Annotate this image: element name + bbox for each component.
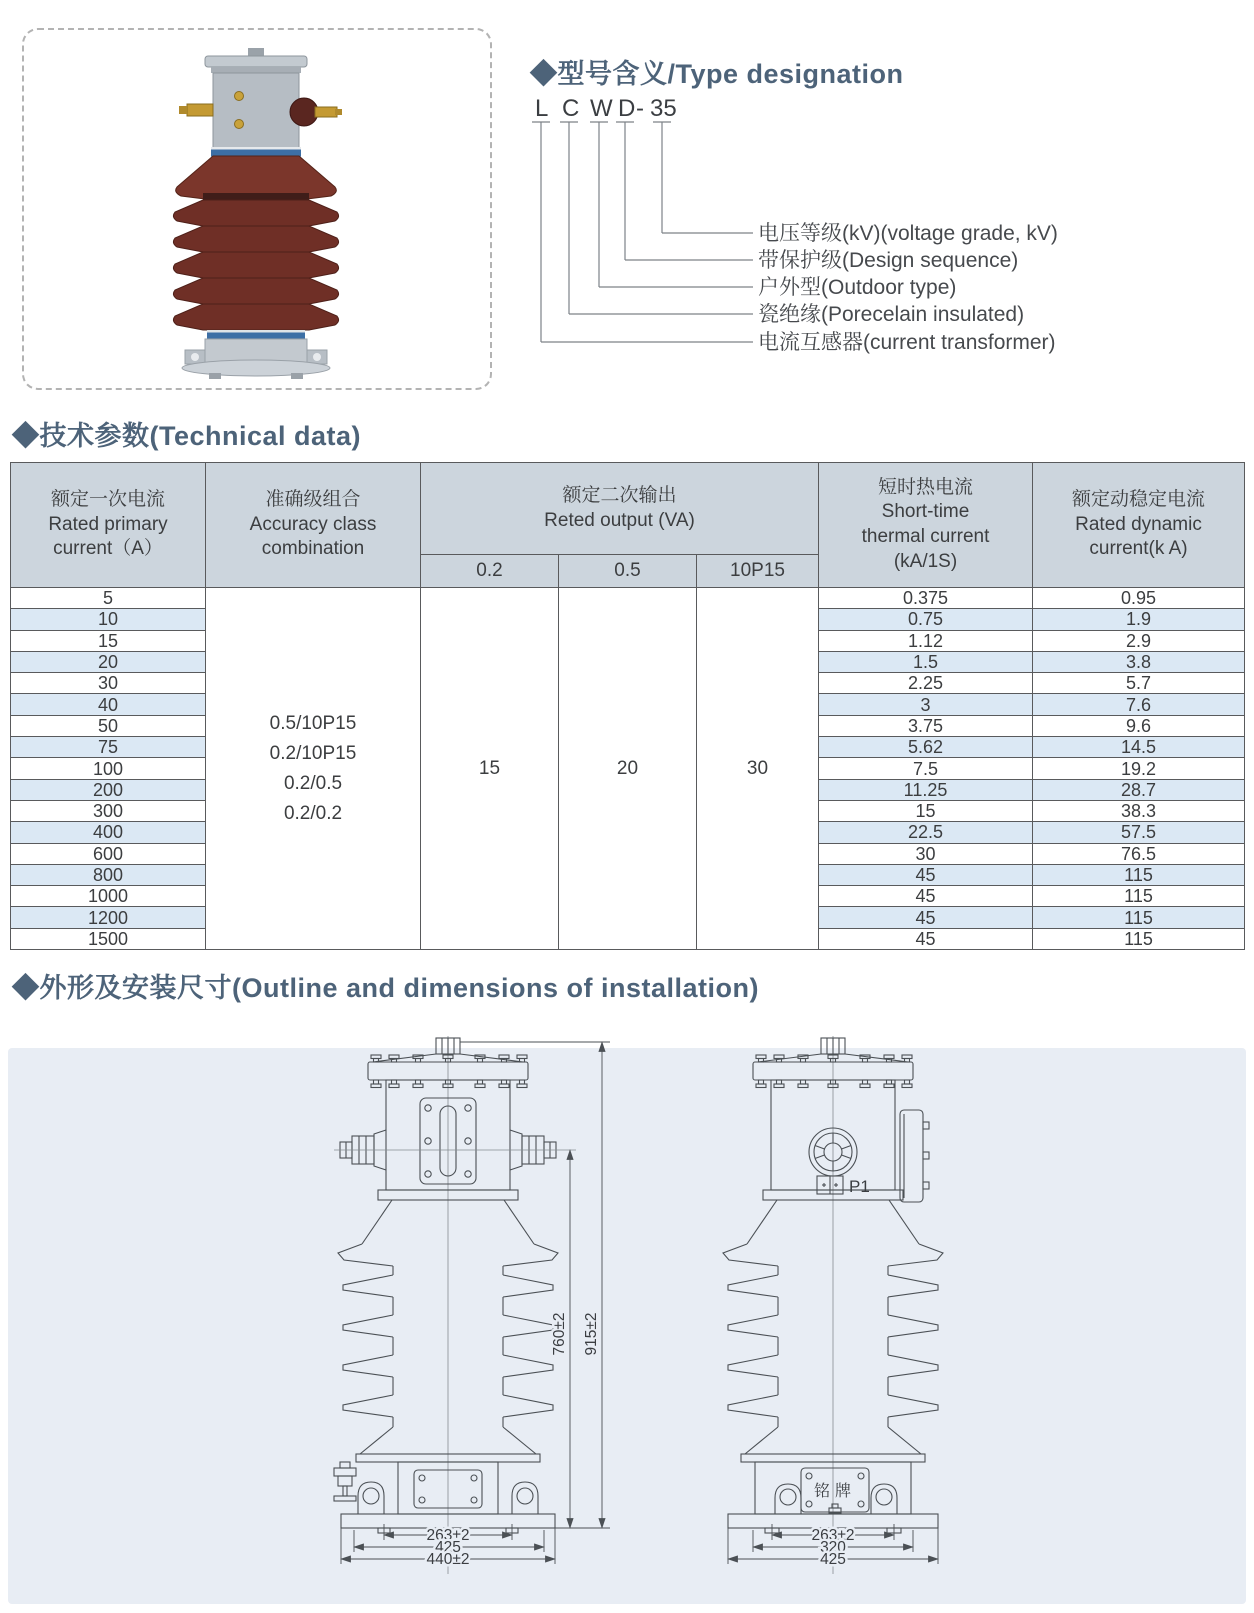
primary-current-cell: 50 (11, 715, 206, 736)
technical-table-body (11, 588, 1245, 950)
primary-current-cell: 1000 (11, 886, 206, 907)
thermal-current-cell: 7.5 (819, 758, 1033, 779)
dynamic-current-cell: 0.95 (1033, 588, 1245, 609)
primary-current-cell: 100 (11, 758, 206, 779)
thermal-current-cell: 45 (819, 864, 1033, 885)
primary-current-cell: 600 (11, 843, 206, 864)
dynamic-current-cell: 115 (1033, 907, 1245, 928)
thermal-current-cell: 45 (819, 907, 1033, 928)
p1-junction-box (817, 1176, 843, 1194)
dynamic-current-cell: 3.8 (1033, 651, 1245, 672)
thermal-current-cell: 2.25 (819, 673, 1033, 694)
dynamic-current-cell: 28.7 (1033, 779, 1245, 800)
primary-current-cell: 400 (11, 822, 206, 843)
rated-output-cell: 15 (421, 588, 559, 950)
thermal-current-cell: 5.62 (819, 737, 1033, 758)
thermal-current-cell: 3.75 (819, 715, 1033, 736)
dynamic-current-cell: 38.3 (1033, 800, 1245, 821)
accuracy-combination-cell: 0.5/10P15 0.2/10P15 0.2/0.5 0.2/0.2 (206, 588, 421, 950)
thermal-current-cell: 0.75 (819, 609, 1033, 630)
designation-label-transformer: 电流互感器(current transformer) (758, 331, 1056, 354)
designation-label-outdoor: 户外型(Outdoor type) (758, 276, 957, 299)
primary-current-cell: 10 (11, 609, 206, 630)
nameplate-label: 铭牌 (813, 1483, 857, 1500)
primary-current-cell: 200 (11, 779, 206, 800)
dim-263-side: 263±2 (811, 1527, 855, 1544)
header-primary-current: 额定一次电流 Rated primary current（A） (11, 463, 206, 588)
thermal-current-cell: 45 (819, 928, 1033, 949)
primary-current-cell: 20 (11, 651, 206, 672)
dynamic-current-cell: 57.5 (1033, 822, 1245, 843)
code-letter-L: L (535, 95, 549, 122)
primary-current-cell: 300 (11, 800, 206, 821)
code-dash: - (636, 95, 644, 122)
mounting-lug-right (512, 1482, 538, 1514)
rated-output-cell: 20 (559, 588, 697, 950)
primary-current-cell: 30 (11, 673, 206, 694)
mounting-lug-left (358, 1482, 384, 1514)
dynamic-current-cell: 7.6 (1033, 694, 1245, 715)
designation-label-sequence: 带保护级(Design sequence) (758, 249, 1019, 272)
thermal-current-cell: 45 (819, 886, 1033, 907)
secondary-terminal-plate (900, 1110, 929, 1202)
front-view-body (334, 1036, 576, 1574)
photo-sheds (173, 200, 338, 330)
primary-current-cell: 800 (11, 864, 206, 885)
product-photo-box (22, 28, 492, 390)
thermal-current-cell: 30 (819, 843, 1033, 864)
type-designation-diagram (525, 88, 1245, 368)
front-view-drawing (318, 1034, 648, 1594)
photo-left-terminal (187, 104, 213, 116)
dynamic-current-cell: 19.2 (1033, 758, 1245, 779)
primary-current-cell: 15 (11, 630, 206, 651)
designation-lines (532, 122, 753, 342)
photo-blue-band (211, 150, 301, 157)
header-accuracy-class: 准确级组合 Accuracy class combination (206, 463, 421, 588)
code-number-35: 35 (650, 95, 677, 122)
photo-right-terminal (290, 98, 318, 126)
thermal-current-cell: 1.12 (819, 630, 1033, 651)
primary-current-cell: 40 (11, 694, 206, 715)
thermal-current-cell: 3 (819, 694, 1033, 715)
code-letter-W: W (590, 95, 613, 122)
dynamic-current-cell: 14.5 (1033, 737, 1245, 758)
header-dynamic-current: 额定动稳定电流 Rated dynamic current(k A) (1033, 463, 1245, 588)
type-designation-heading: ◆型号含义/Type designation (530, 59, 904, 89)
subheader-0_2: 0.2 (421, 555, 559, 588)
subheader-10P15: 10P15 (697, 555, 819, 588)
dynamic-current-cell: 76.5 (1033, 843, 1245, 864)
header-rated-output: 额定二次输出 Reted output (VA) (421, 463, 819, 555)
primary-current-cell: 1500 (11, 928, 206, 949)
p1-label: P1 (849, 1177, 870, 1196)
technical-data-table (10, 462, 1245, 950)
code-letter-D: D (618, 95, 636, 122)
photo-head-cylinder (213, 73, 299, 149)
dynamic-current-cell: 9.6 (1033, 715, 1245, 736)
dim-320-side: 320 (820, 1539, 846, 1556)
dim-440-front: 440±2 (426, 1551, 470, 1568)
dynamic-current-cell: 2.9 (1033, 630, 1245, 651)
dim-263-front: 263±2 (426, 1527, 470, 1544)
thermal-current-cell: 1.5 (819, 651, 1033, 672)
product-photo (151, 48, 363, 380)
rated-output-cell: 30 (697, 588, 819, 950)
code-letter-C: C (562, 95, 580, 122)
thermal-current-cell: 11.25 (819, 779, 1033, 800)
dynamic-current-cell: 5.7 (1033, 673, 1245, 694)
technical-data-heading: ◆技术参数(Technical data) (12, 421, 362, 451)
side-view-drawing (703, 1034, 1033, 1594)
designation-label-porcelain: 瓷绝缘(Porecelain insulated) (758, 303, 1025, 326)
dim-425-front: 425 (435, 1539, 461, 1556)
outline-heading: ◆外形及安装尺寸(Outline and dimensions of installation) (12, 973, 760, 1003)
dim-915-height: 915±2 (583, 1312, 600, 1356)
dim-425-side: 425 (820, 1551, 846, 1568)
drain-valve (334, 1462, 356, 1501)
subheader-0_5: 0.5 (559, 555, 697, 588)
dynamic-current-cell: 115 (1033, 886, 1245, 907)
primary-current-cell: 1200 (11, 907, 206, 928)
dim-760-height: 760±2 (551, 1312, 568, 1356)
thermal-current-cell: 15 (819, 800, 1033, 821)
dynamic-current-cell: 115 (1033, 928, 1245, 949)
dynamic-current-cell: 115 (1033, 864, 1245, 885)
designation-label-voltage: 电压等级(kV)(voltage grade, kV) (758, 222, 1058, 245)
primary-current-cell: 5 (11, 588, 206, 609)
thermal-current-cell: 22.5 (819, 822, 1033, 843)
table-row (11, 588, 1245, 609)
header-thermal-current: 短时热电流 Short-time thermal current (kA/1S) (819, 463, 1033, 588)
primary-current-cell: 75 (11, 737, 206, 758)
dynamic-current-cell: 1.9 (1033, 609, 1245, 630)
thermal-current-cell: 0.375 (819, 588, 1033, 609)
